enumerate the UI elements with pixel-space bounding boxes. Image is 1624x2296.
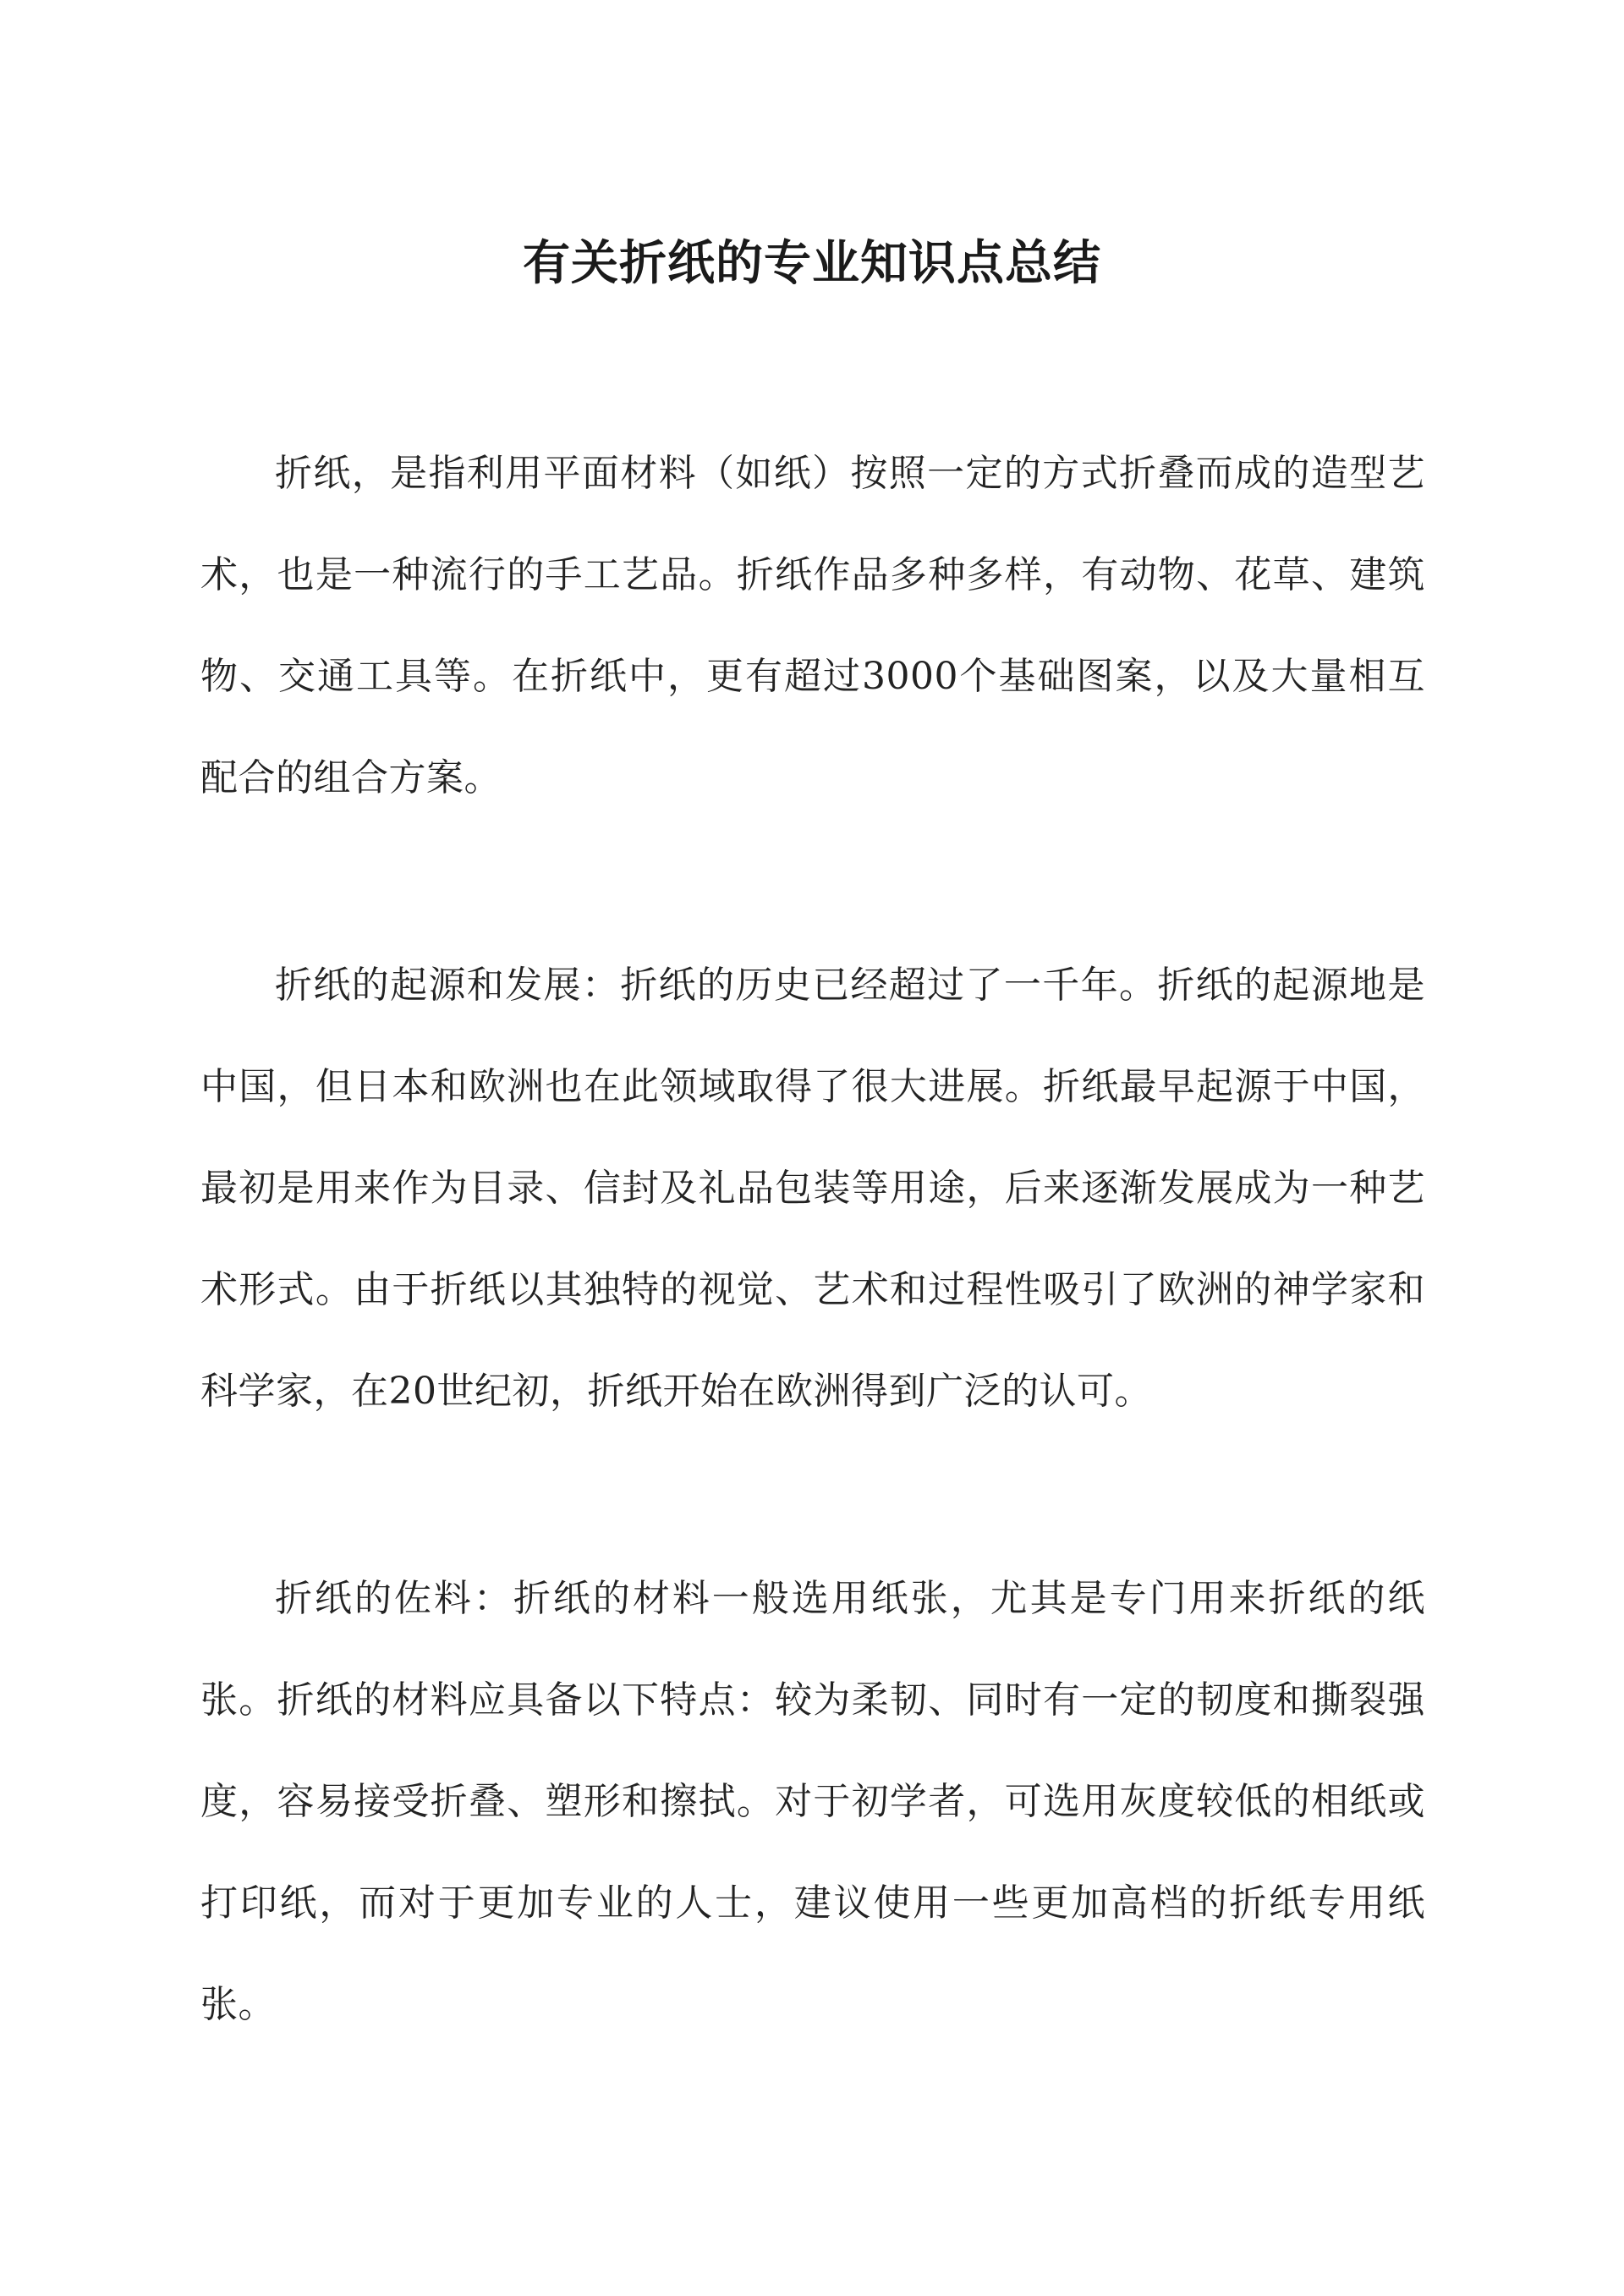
paragraph-origin-development: 折纸的起源和发展：折纸的历史已经超过了一千年。折纸的起源地是中国，但日本和欧洲也在此领域取得了很大进展。折纸最早起源于中国，最初是用来作为目录、信封及礼品包装等用途，后来逐渐发展成为一种艺术形式。由于折纸以其独特的视觉、艺术和过程性吸引了欧洲的神学家和科学家，在20世纪初，折纸开始在欧洲得到广泛的认可。 [200, 964, 1425, 1413]
paragraph-materials: 折纸的佐料：折纸的材料一般选用纸张，尤其是专门用来折纸的纸张。折纸的材料应具备以下特点：较为柔韧、同时有一定的韧度和撕裂强度，容易接受折叠、塑形和擦拭。对于初学者，可选用灰度较低的相纸或打印纸，而对于更加专业的人士，建议使用一些更加高档的折纸专用纸张。 [200, 1577, 1425, 2026]
page-title: 有关折纸的专业知识点总结 [523, 234, 1101, 291]
paragraph-introduction: 折纸，是指利用平面材料（如纸）按照一定的方式折叠而成的造型艺术，也是一种流行的手工艺品。折纸作品多种多样，有动物、花草、建筑物、交通工具等。在折纸中，更有超过3000个基础图案，以及大量相互配合的组合方案。 [200, 452, 1425, 799]
